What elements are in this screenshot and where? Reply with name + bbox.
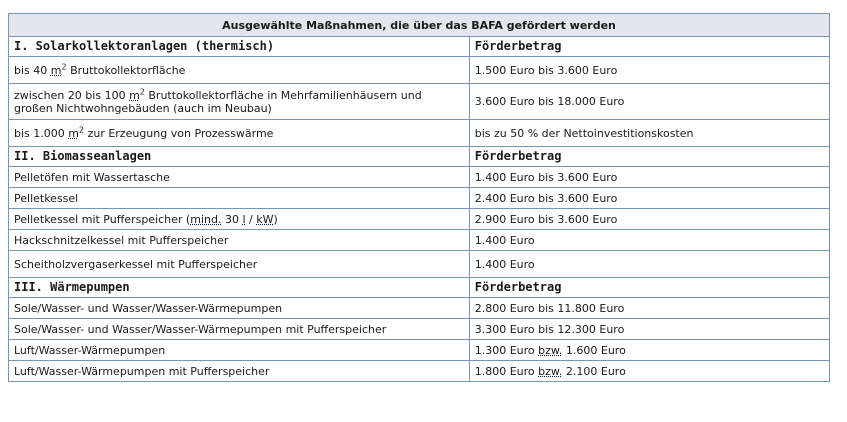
measure-cell: bis 1.000 $m^2$ zur Erzeugung von Prozesswärme [9, 120, 470, 147]
section-header-heatpumps [9, 278, 830, 298]
measure-cell: Scheitholzvergaserkessel mit Pufferspeicher [9, 251, 470, 278]
table-row [9, 251, 830, 278]
table-row [9, 361, 830, 382]
amount-cell: 2.900 Euro bis 3.600 Euro [469, 209, 829, 230]
abbr-mind[interactable]: mind. [190, 212, 222, 226]
abbr-liter[interactable]: l [242, 212, 246, 226]
amount-header: Förderbetrag [469, 278, 829, 298]
table-row [9, 209, 830, 230]
measure-cell: bis 40 $m^2$ Bruttokollektorfläche [9, 57, 470, 84]
amount-cell: 1.800 Euro bzw. 2.100 Euro [469, 361, 829, 382]
measure-cell: Pelletöfen mit Wassertasche [9, 167, 470, 188]
measure-cell: Luft/Wasser-Wärmepumpen mit Pufferspeicher [9, 361, 470, 382]
measure-cell: Sole/Wasser- und Wasser/Wasser-Wärmepumpen mit Pufferspeicher [9, 319, 470, 340]
table-title: Ausgewählte Maßnahmen, die über das BAFA gefördert werden [9, 14, 830, 37]
table-row [9, 319, 830, 340]
abbr-kw[interactable]: kW [256, 212, 274, 226]
amount-cell: 1.400 Euro bis 3.600 Euro [469, 167, 829, 188]
abbr-bzw[interactable]: bzw. [538, 343, 563, 357]
table-row [9, 57, 830, 84]
section-name: III. Wärmepumpen [9, 278, 470, 298]
table-row [9, 230, 830, 251]
amount-cell: 1.400 Euro [469, 230, 829, 251]
amount-cell: 2.400 Euro bis 3.600 Euro [469, 188, 829, 209]
amount-cell: 2.800 Euro bis 11.800 Euro [469, 298, 829, 319]
section-name: II. Biomasseanlagen [9, 147, 470, 167]
table-row [9, 167, 830, 188]
amount-cell: 1.300 Euro bzw. 1.600 Euro [469, 340, 829, 361]
measure-cell: Pelletkessel [9, 188, 470, 209]
section-header-biomass [9, 147, 830, 167]
table-row [9, 188, 830, 209]
table-row [9, 340, 830, 361]
amount-cell: 3.300 Euro bis 12.300 Euro [469, 319, 829, 340]
amount-header: Förderbetrag [469, 147, 829, 167]
measure-cell: zwischen 20 bis 100 $m^2$ Bruttokollektorfläche in Mehrfamilienhäusern und großen Nichtwohngebäuden (auch im Neubau) [9, 84, 470, 120]
unit-abbr[interactable]: m [50, 63, 62, 77]
measure-cell: Pelletkessel mit Pufferspeicher (mind. 30 l / kW) [9, 209, 470, 230]
section-name: I. Solarkollektoranlagen (thermisch) [9, 37, 470, 57]
funding-table-container [8, 13, 830, 382]
section-header-solar [9, 37, 830, 57]
amount-cell: bis zu 50 % der Nettoinvestitionskosten [469, 120, 829, 147]
unit-abbr[interactable]: m [68, 126, 79, 140]
unit-abbr[interactable]: m [129, 88, 140, 102]
measure-cell: Luft/Wasser-Wärmepumpen [9, 340, 470, 361]
funding-table [8, 13, 830, 382]
amount-header: Förderbetrag [469, 37, 829, 57]
table-row [9, 298, 830, 319]
table-row [9, 84, 830, 120]
table-row [9, 120, 830, 147]
abbr-bzw[interactable]: bzw. [538, 364, 563, 378]
amount-cell: 1.500 Euro bis 3.600 Euro [469, 57, 829, 84]
measure-cell: Sole/Wasser- und Wasser/Wasser-Wärmepumpen [9, 298, 470, 319]
amount-cell: 3.600 Euro bis 18.000 Euro [469, 84, 829, 120]
amount-cell: 1.400 Euro [469, 251, 829, 278]
measure-cell: Hackschnitzelkessel mit Pufferspeicher [9, 230, 470, 251]
